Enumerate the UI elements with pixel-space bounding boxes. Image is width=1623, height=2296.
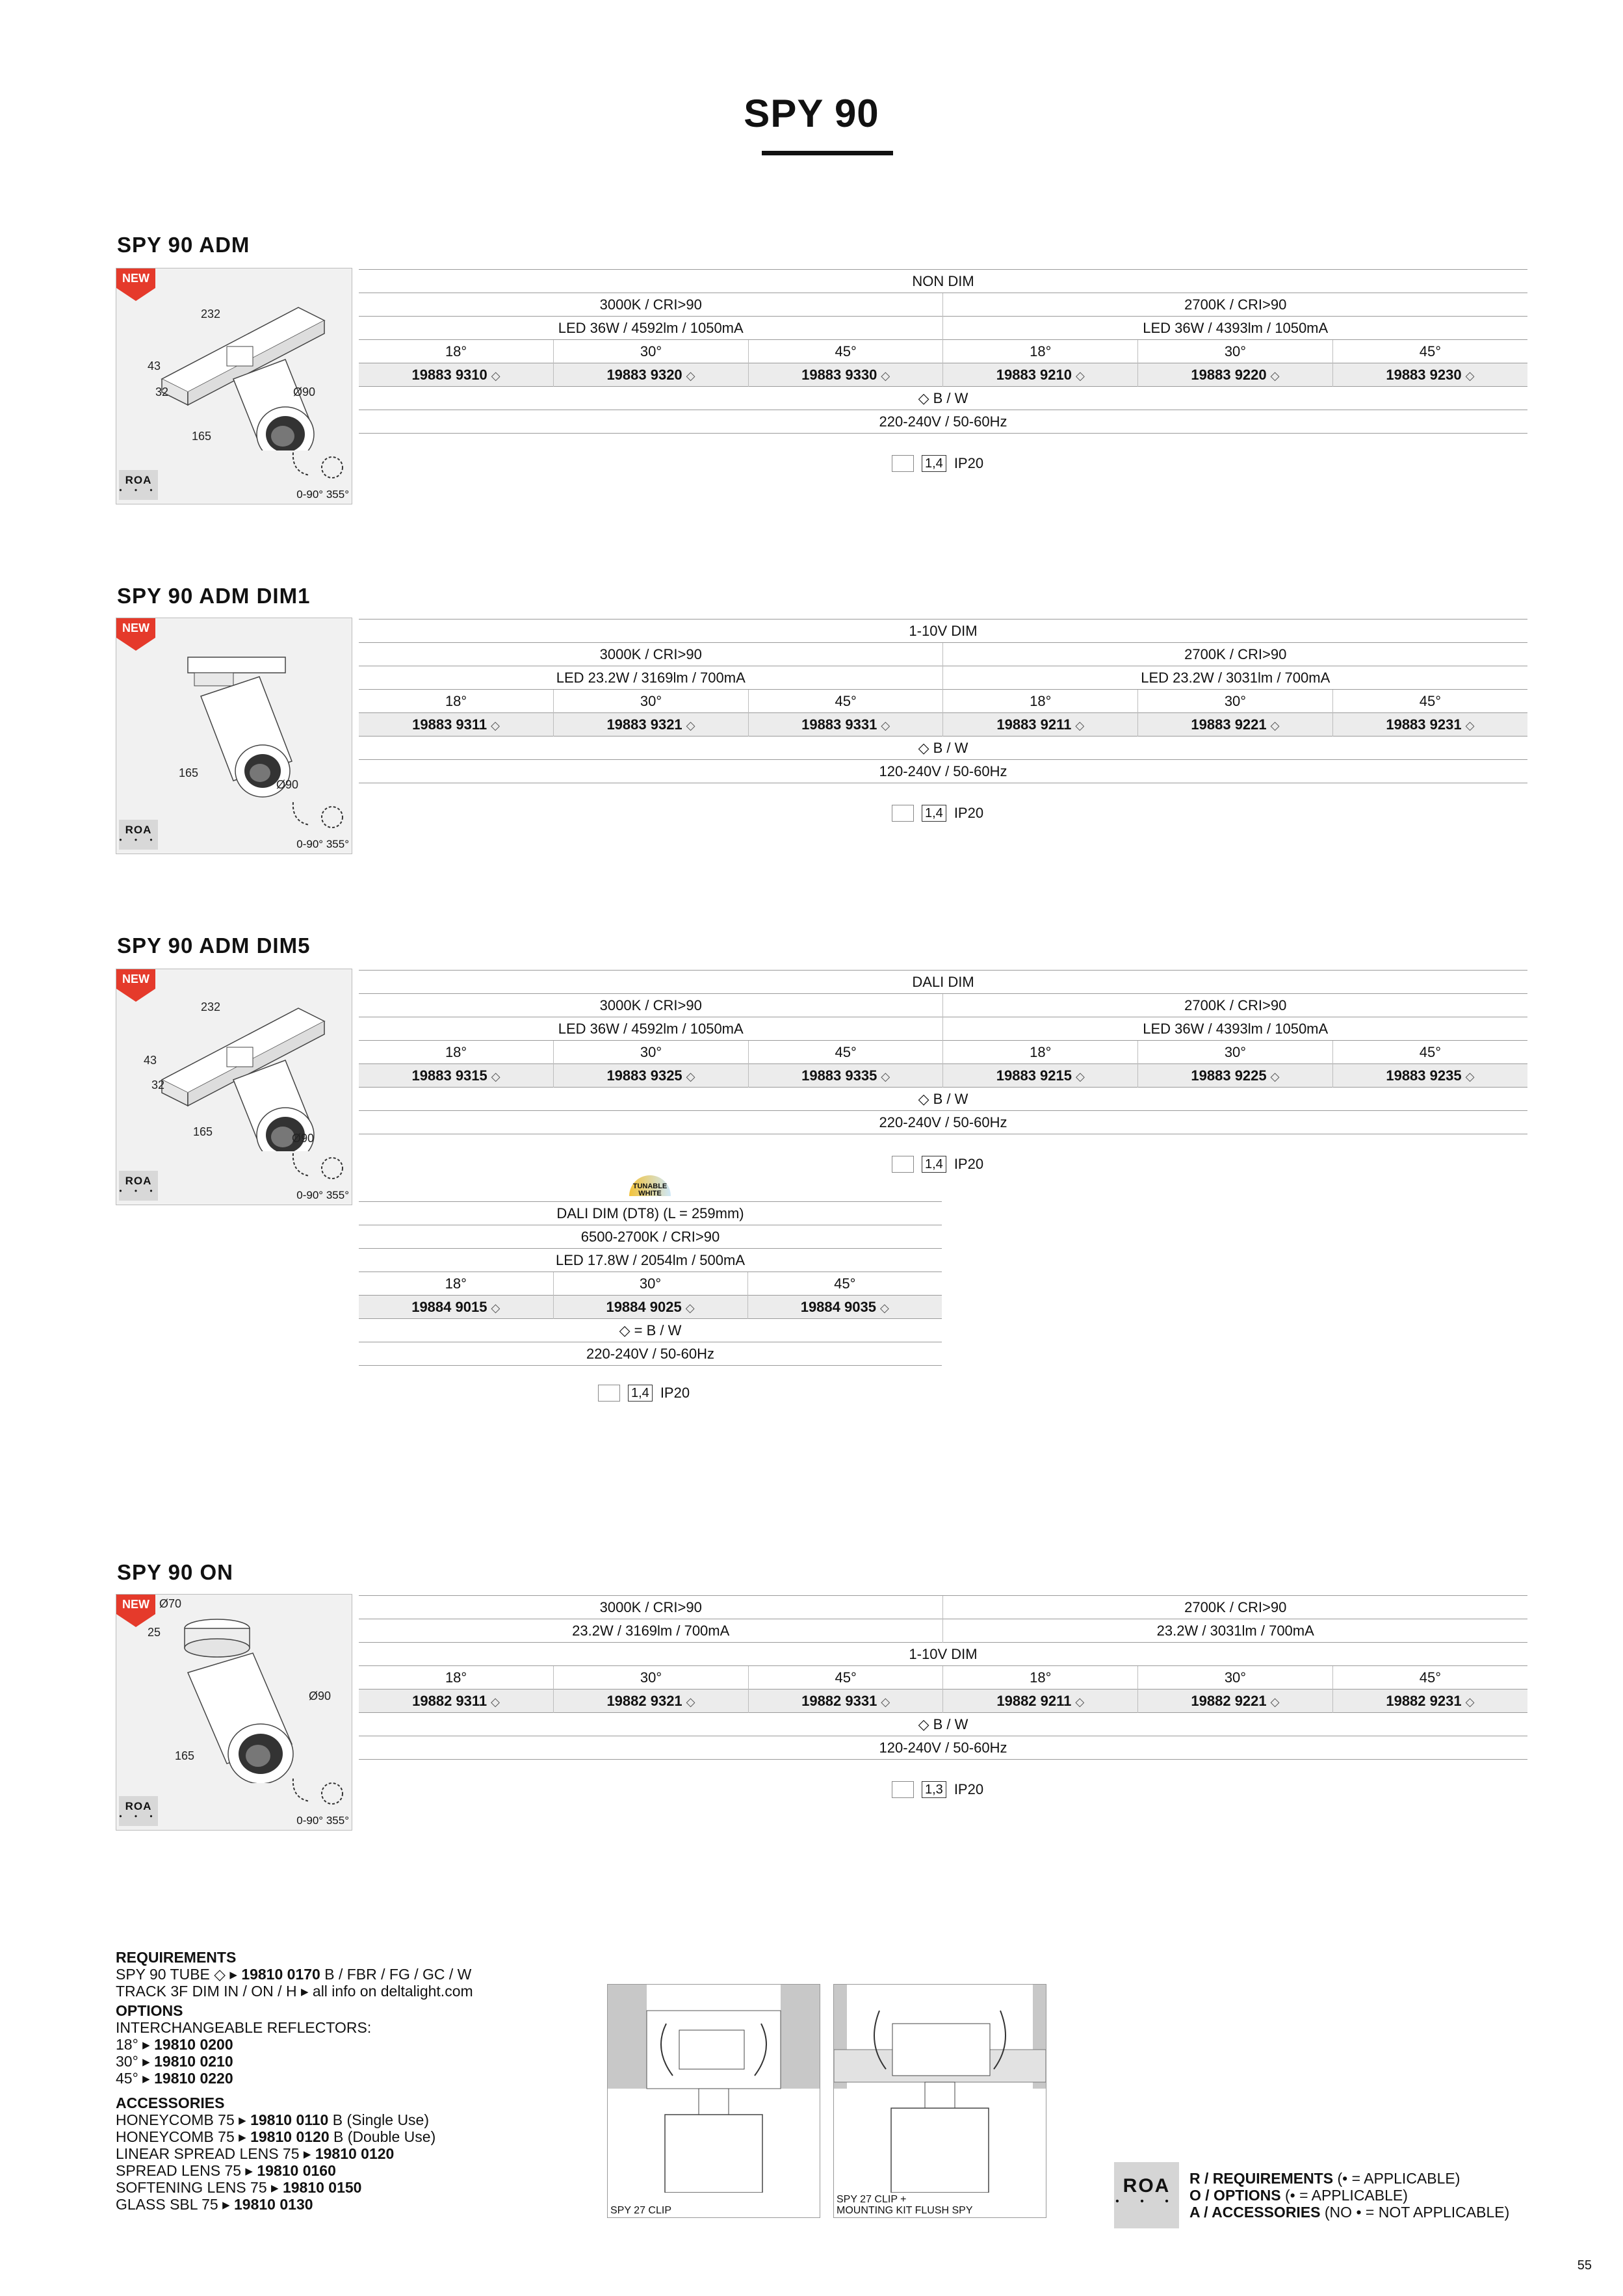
article-code: 19883 9230 ◇ — [1332, 363, 1527, 387]
dim-diameter: Ø90 — [276, 778, 299, 791]
beam-angle: 45° — [748, 1666, 943, 1689]
finish-note: ◇ B / W — [359, 1713, 1527, 1736]
rating-icons — [892, 454, 983, 473]
beam-angle: 30° — [554, 1666, 749, 1689]
article-code: 19882 9221 ◇ — [1138, 1689, 1333, 1713]
ip-rating: IP20 — [954, 1781, 984, 1797]
class-icon — [598, 1385, 620, 1402]
article-code: 19882 9211 ◇ — [943, 1689, 1138, 1713]
rotation-label: 0-90° 355° — [296, 1814, 349, 1827]
article-code: 19883 9210 ◇ — [943, 363, 1138, 387]
class-icon — [892, 455, 914, 472]
accessory-line: LINEAR SPREAD LENS 75 ▸ 19810 0120 — [116, 2145, 395, 2162]
accessory-line: SOFTENING LENS 75 ▸ 19810 0150 — [116, 2179, 362, 2196]
cct-2700: 2700K / CRI>90 — [943, 1596, 1527, 1619]
cct-3000: 3000K / CRI>90 — [359, 293, 943, 317]
cct-3000: 3000K / CRI>90 — [359, 1596, 943, 1619]
article-code: 19882 9331 ◇ — [748, 1689, 943, 1713]
beam-angle: 45° — [1332, 340, 1527, 363]
dim-width: 32 — [155, 385, 169, 398]
roa-legend — [1189, 2170, 1509, 2221]
install-drawing-mounting-kit — [833, 1984, 1046, 2218]
section-title: SPY 90 ON — [117, 1560, 233, 1584]
beam-angle: 30° — [1138, 690, 1333, 713]
page-number: 55 — [1577, 2258, 1592, 2273]
track-spot-drawing — [155, 281, 350, 450]
voltage: 120-240V / 50-60Hz — [359, 1736, 1527, 1760]
option-line: 45° ▸ 19810 0220 — [116, 2070, 233, 2087]
cct-3000: 3000K / CRI>90 — [359, 643, 943, 666]
product-image — [116, 268, 352, 504]
led-3000: 23.2W / 3169lm / 700mA — [359, 1619, 943, 1643]
legend-requirements: R / REQUIREMENTS (• = APPLICABLE) — [1189, 2170, 1461, 2187]
beam-angle: 18° — [359, 690, 554, 713]
clip-section-drawing — [608, 1985, 820, 2193]
dim-canopy-height: 25 — [148, 1626, 161, 1639]
class-icon — [892, 1156, 914, 1173]
tunable-spec-table — [359, 1201, 942, 1366]
article-code: 19883 9231 ◇ — [1332, 713, 1527, 737]
beam-angle: 45° — [748, 340, 943, 363]
legend-options: O / OPTIONS (• = APPLICABLE) — [1189, 2187, 1408, 2204]
beam-angle: 45° — [1332, 690, 1527, 713]
install-caption: SPY 27 CLIP + MOUNTING KIT FLUSH SPY — [837, 2194, 973, 2216]
voltage: 120-240V / 50-60Hz — [359, 760, 1527, 783]
rating-icons — [892, 1780, 983, 1799]
rotation-label: 0-90° 355° — [296, 838, 349, 850]
tunable-badge-line1: TUNABLE — [632, 1182, 668, 1190]
accessory-line: HONEYCOMB 75 ▸ 19810 0110 B (Single Use) — [116, 2111, 430, 2128]
spec-table — [359, 269, 1527, 434]
notes-block — [116, 1949, 610, 2213]
option-line: 18° ▸ 19810 0200 — [116, 2036, 233, 2053]
dim-height: 43 — [148, 359, 161, 372]
article-code: 19883 9320 ◇ — [554, 363, 749, 387]
led-3000: LED 36W / 4592lm / 1050mA — [359, 1017, 943, 1041]
voltage: 220-240V / 50-60Hz — [359, 1342, 942, 1366]
ip-rating: IP20 — [954, 455, 984, 471]
article-code: 19883 9221 ◇ — [1138, 713, 1333, 737]
beam-angle: 18° — [359, 1666, 554, 1689]
rating-icons — [892, 803, 983, 823]
led-2700: LED 23.2W / 3031lm / 700mA — [943, 666, 1527, 690]
led-2700: LED 36W / 4393lm / 1050mA — [943, 317, 1527, 340]
beam-angle: 30° — [1138, 340, 1333, 363]
dim-tube: 165 — [179, 766, 199, 779]
article-code: 19883 9325 ◇ — [554, 1064, 749, 1088]
accessory-line: SPREAD LENS 75 ▸ 19810 0160 — [116, 2162, 336, 2179]
rotation-icon — [287, 1150, 345, 1182]
cct-range: 6500-2700K / CRI>90 — [359, 1225, 942, 1249]
led-2700: LED 36W / 4393lm / 1050mA — [943, 1017, 1527, 1041]
dim-height: 43 — [144, 1054, 157, 1067]
control-type: DALI DIM (DT8) (L = 259mm) — [359, 1202, 942, 1225]
product-image — [116, 618, 352, 854]
article-code: 19883 9310 ◇ — [359, 363, 554, 387]
spec-table — [359, 970, 1527, 1134]
finish-note: ◇ B / W — [359, 387, 1527, 410]
new-badge: NEW — [116, 1595, 155, 1637]
roa-badge: ROA • • • — [119, 1796, 158, 1826]
article-code: 19883 9330 ◇ — [748, 363, 943, 387]
dim-length: 232 — [201, 1000, 221, 1013]
dim-diameter: Ø90 — [309, 1689, 331, 1702]
beam-angle: 45° — [748, 1041, 943, 1064]
led-3000: LED 23.2W / 3169lm / 700mA — [359, 666, 943, 690]
section-title: SPY 90 ADM DIM1 — [117, 584, 311, 608]
article-code: 19883 9331 ◇ — [748, 713, 943, 737]
article-code: 19884 9015 ◇ — [359, 1296, 553, 1319]
control-type: NON DIM — [359, 270, 1527, 293]
weight-label: 1,4 — [628, 1385, 653, 1402]
beam-angle: 30° — [553, 1272, 747, 1296]
article-code: 19883 9225 ◇ — [1138, 1064, 1333, 1088]
rotation-label: 0-90° 355° — [296, 1189, 349, 1201]
roa-legend-badge: ROA • • • — [1114, 2162, 1179, 2228]
section-title: SPY 90 ADM DIM5 — [117, 933, 311, 958]
dim-tube: 165 — [175, 1749, 195, 1762]
led-2700: 23.2W / 3031lm / 700mA — [943, 1619, 1527, 1643]
page-title: SPY 90 — [744, 92, 879, 135]
article-code: 19883 9321 ◇ — [554, 713, 749, 737]
beam-angle: 18° — [359, 340, 554, 363]
section-title: SPY 90 ADM — [117, 233, 250, 257]
ip-rating: IP20 — [660, 1385, 690, 1401]
accessory-line: HONEYCOMB 75 ▸ 19810 0120 B (Double Use) — [116, 2128, 436, 2145]
cct-2700: 2700K / CRI>90 — [943, 643, 1527, 666]
class-icon — [892, 805, 914, 822]
accessory-line: GLASS SBL 75 ▸ 19810 0130 — [116, 2196, 313, 2213]
accessories-heading: ACCESSORIES — [116, 2094, 225, 2111]
finish-note: ◇ B / W — [359, 737, 1527, 760]
dim-diameter: Ø90 — [292, 1132, 315, 1145]
weight-label: 1,4 — [922, 805, 946, 822]
spec-table — [359, 619, 1527, 783]
dim-length: 232 — [201, 307, 221, 320]
requirements-heading: REQUIREMENTS — [116, 1949, 237, 1966]
roa-badge: ROA • • • — [119, 470, 158, 500]
dim-diameter: Ø90 — [293, 385, 316, 398]
article-code: 19883 9235 ◇ — [1332, 1064, 1527, 1088]
options-subheading: INTERCHANGEABLE REFLECTORS: — [116, 2019, 372, 2036]
dim-canopy: Ø70 — [159, 1597, 182, 1610]
track-spot-drawing — [155, 982, 350, 1151]
roa-badge: ROA • • • — [119, 1171, 158, 1201]
tunable-badge-line2: WHITE — [638, 1190, 662, 1197]
weight-label: 1,4 — [922, 1156, 946, 1173]
led-3000: LED 36W / 4592lm / 1050mA — [359, 317, 943, 340]
article-code: 19883 9335 ◇ — [748, 1064, 943, 1088]
rotation-icon — [287, 799, 345, 831]
beam-angle: 18° — [359, 1272, 553, 1296]
tunable-white-badge — [624, 1170, 676, 1200]
article-code: 19883 9211 ◇ — [943, 713, 1138, 737]
cct-2700: 2700K / CRI>90 — [943, 293, 1527, 317]
article-code: 19883 9215 ◇ — [943, 1064, 1138, 1088]
beam-angle: 30° — [554, 340, 749, 363]
ip-rating: IP20 — [954, 1156, 984, 1172]
dim-tube: 165 — [192, 430, 212, 443]
article-code: 19882 9321 ◇ — [554, 1689, 749, 1713]
roa-badge: ROA • • • — [119, 820, 158, 850]
rating-icons — [892, 1155, 983, 1174]
spec-table — [359, 1595, 1527, 1760]
beam-angle: 45° — [748, 690, 943, 713]
rating-icons — [598, 1383, 690, 1403]
beam-angle: 18° — [943, 1666, 1138, 1689]
cct-2700: 2700K / CRI>90 — [943, 994, 1527, 1017]
legend-accessories: A / ACCESSORIES (NO • = NOT APPLICABLE) — [1189, 2204, 1510, 2221]
class-icon — [892, 1781, 914, 1798]
article-code: 19883 9311 ◇ — [359, 713, 554, 737]
control-type: 1-10V DIM — [359, 1643, 1527, 1666]
weight-label: 1,3 — [922, 1781, 946, 1798]
beam-angle: 18° — [943, 1041, 1138, 1064]
finish-note: ◇ = B / W — [359, 1319, 942, 1342]
led-spec: LED 17.8W / 2054lm / 500mA — [359, 1249, 942, 1272]
beam-angle: 30° — [1138, 1041, 1333, 1064]
rotation-icon — [287, 449, 345, 482]
mounting-kit-section-drawing — [834, 1985, 1046, 2193]
install-caption: SPY 27 CLIP — [610, 2205, 671, 2216]
new-badge: NEW — [116, 618, 155, 661]
options-heading: OPTIONS — [116, 2002, 183, 2019]
beam-angle: 30° — [1138, 1666, 1333, 1689]
title-rule — [762, 151, 893, 155]
dim-tube: 165 — [193, 1125, 213, 1138]
install-drawing-clip — [607, 1984, 820, 2218]
product-image — [116, 1594, 352, 1831]
new-badge: NEW — [116, 969, 155, 1012]
cct-3000: 3000K / CRI>90 — [359, 994, 943, 1017]
beam-angle: 30° — [554, 1041, 749, 1064]
finish-note: ◇ B / W — [359, 1088, 1527, 1111]
beam-angle: 45° — [747, 1272, 942, 1296]
rotation-label: 0-90° 355° — [296, 488, 349, 501]
control-type: DALI DIM — [359, 971, 1527, 994]
voltage: 220-240V / 50-60Hz — [359, 410, 1527, 434]
new-badge: NEW — [116, 268, 155, 311]
article-code: 19883 9220 ◇ — [1138, 363, 1333, 387]
beam-angle: 18° — [943, 690, 1138, 713]
beam-angle: 45° — [1332, 1666, 1527, 1689]
article-code: 19882 9311 ◇ — [359, 1689, 554, 1713]
requirement-line: SPY 90 TUBE ◇ ▸ 19810 0170 B / FBR / FG / GC / W — [116, 1966, 472, 1983]
requirement-line: TRACK 3F DIM IN / ON / H ▸ all info on deltalight.com — [116, 1983, 473, 2000]
article-code: 19884 9035 ◇ — [747, 1296, 942, 1319]
ip-rating: IP20 — [954, 805, 984, 821]
beam-angle: 18° — [359, 1041, 554, 1064]
article-code: 19882 9231 ◇ — [1332, 1689, 1527, 1713]
control-type: 1-10V DIM — [359, 620, 1527, 643]
option-line: 30° ▸ 19810 0210 — [116, 2053, 233, 2070]
product-image — [116, 969, 352, 1205]
beam-angle: 18° — [943, 340, 1138, 363]
rotation-icon — [287, 1775, 345, 1808]
dim-width: 32 — [151, 1078, 165, 1091]
beam-angle: 45° — [1332, 1041, 1527, 1064]
beam-angle: 30° — [554, 690, 749, 713]
article-code: 19884 9025 ◇ — [553, 1296, 747, 1319]
voltage: 220-240V / 50-60Hz — [359, 1111, 1527, 1134]
weight-label: 1,4 — [922, 455, 946, 472]
article-code: 19883 9315 ◇ — [359, 1064, 554, 1088]
